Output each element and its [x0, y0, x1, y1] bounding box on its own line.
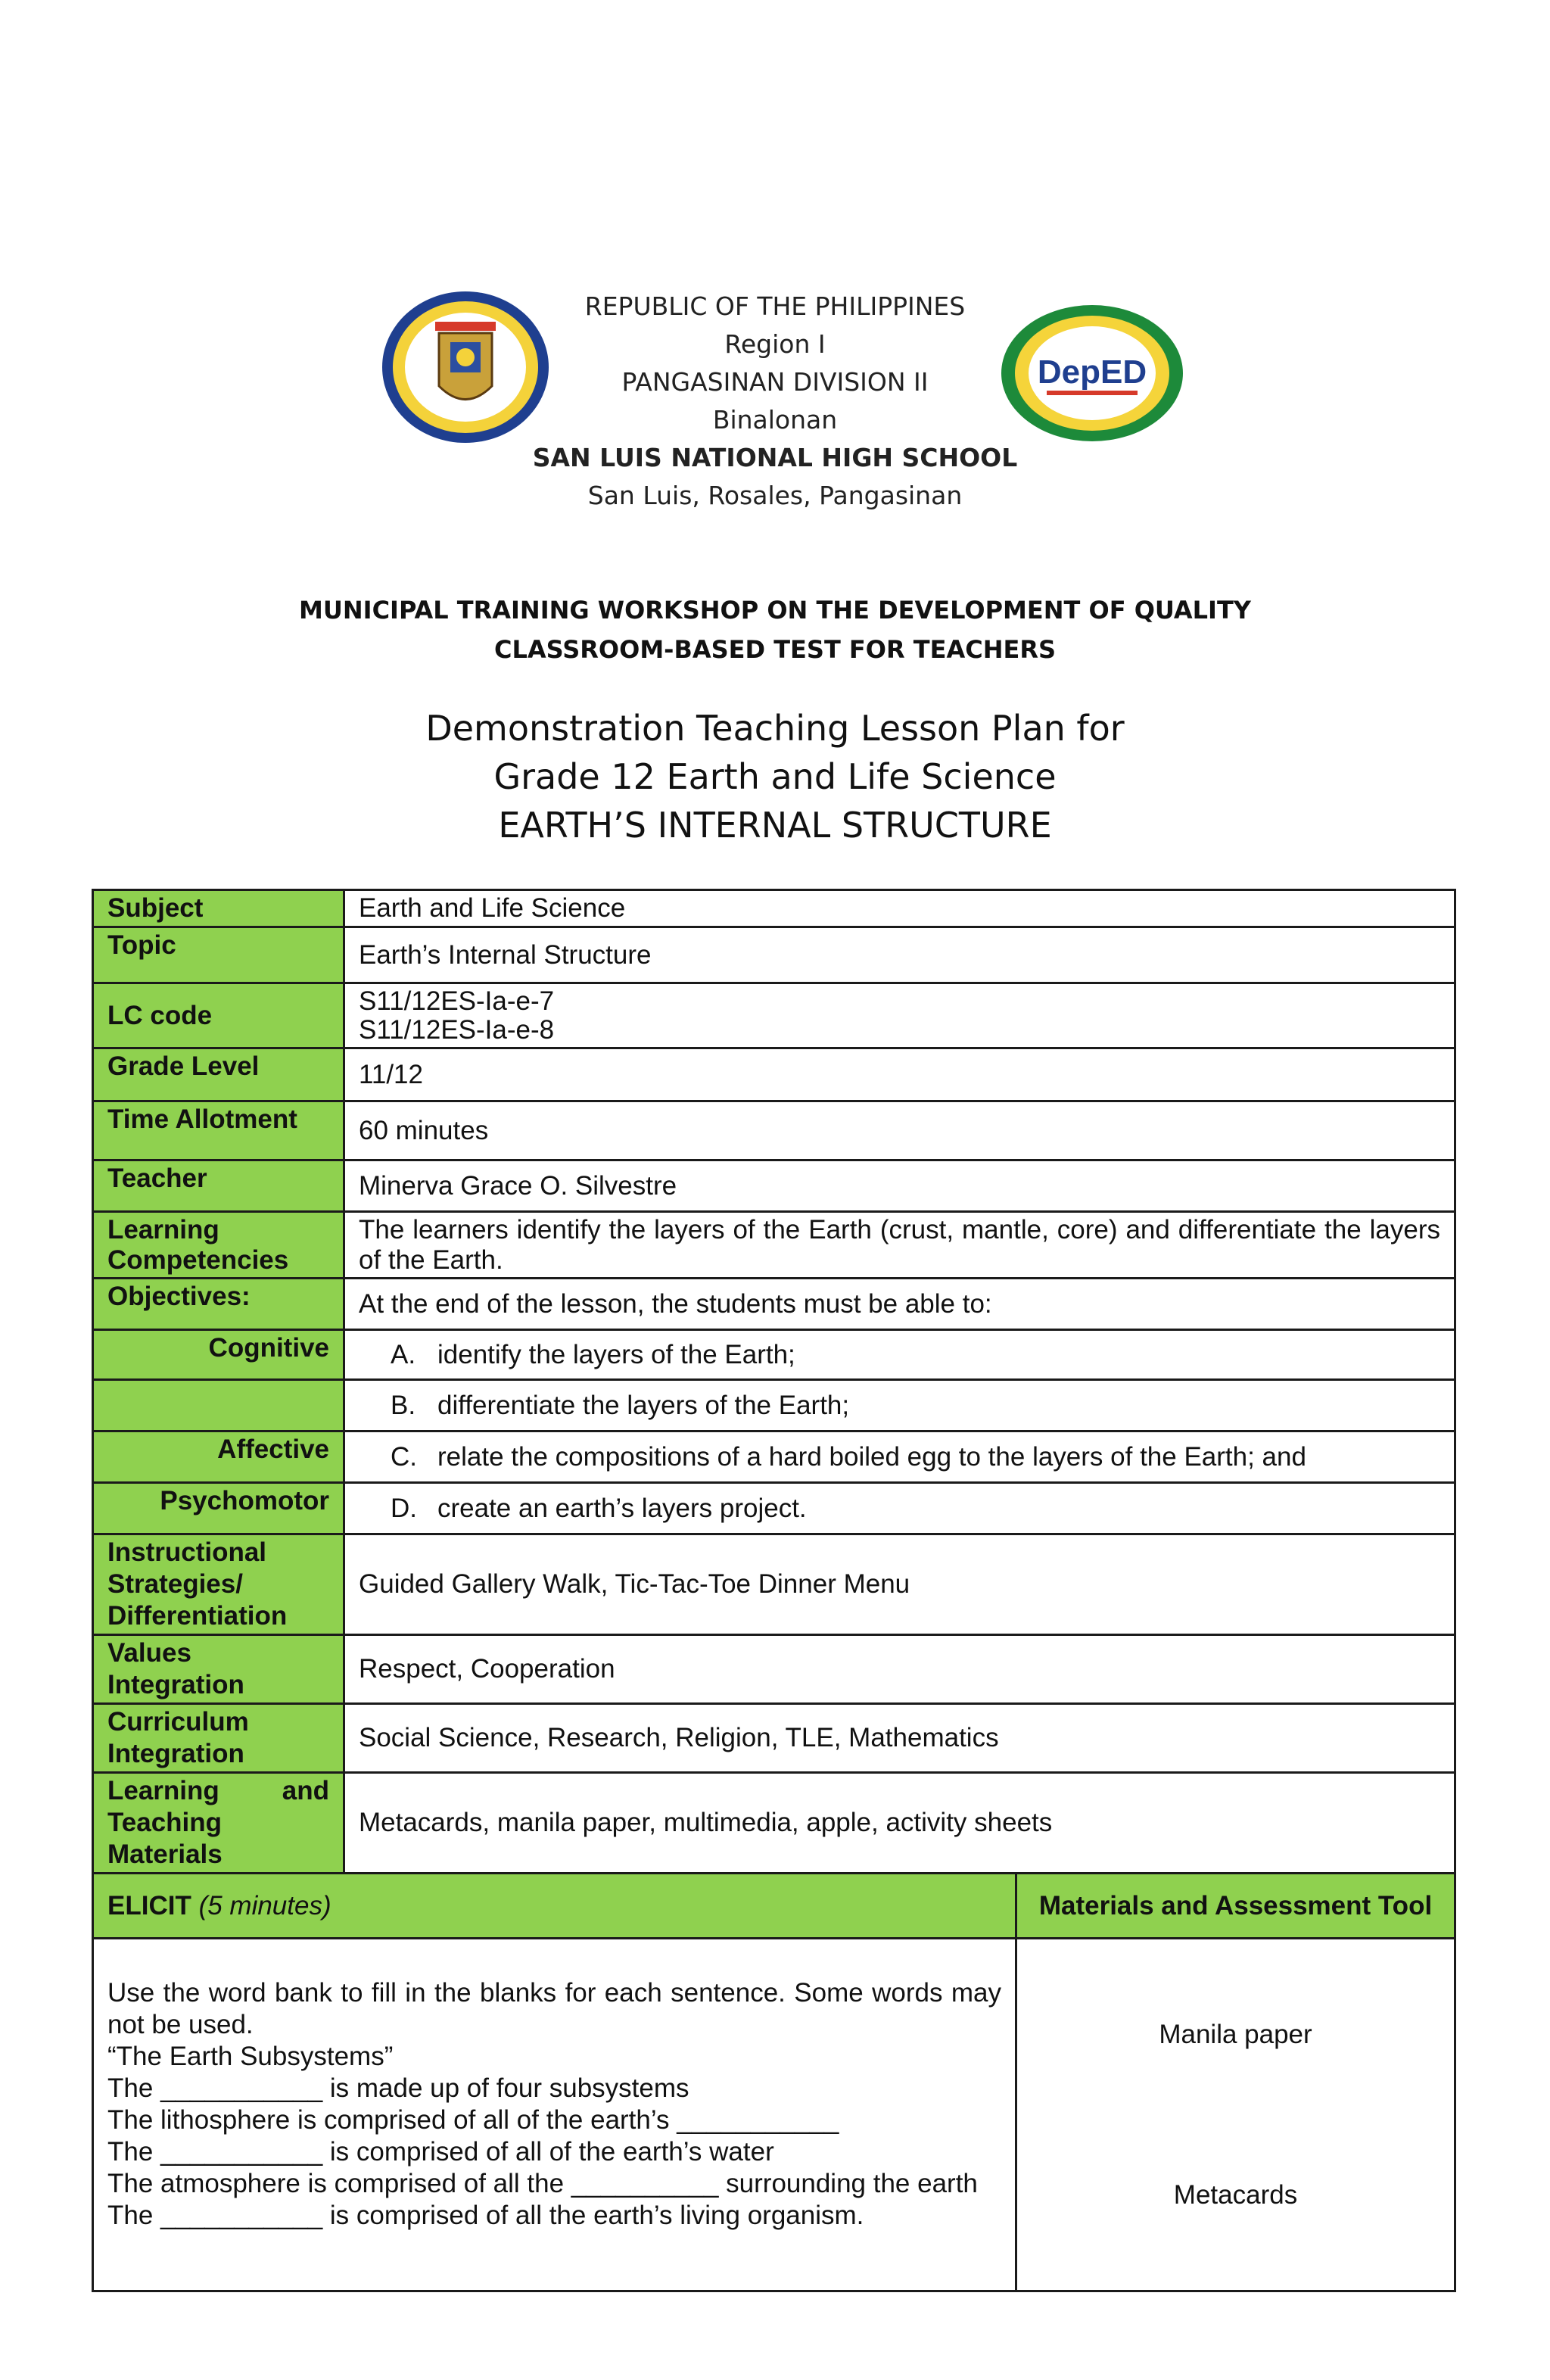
values-integration-row [93, 1635, 1455, 1704]
materials-label-2: Teaching [107, 1808, 223, 1837]
values-label-1: Values [107, 1638, 191, 1668]
learning-materials-row [93, 1773, 1455, 1874]
division-line: PANGASINAN DIVISION II [621, 367, 929, 397]
objective-a-letter: A. [391, 1339, 416, 1369]
values-label-2: Integration [107, 1670, 244, 1699]
elicit-sentence-1: The ___________ is made up of four subsystems [107, 2073, 689, 2103]
material-manila-paper: Manila paper [1159, 2019, 1312, 2049]
cognitive-row-a [93, 1330, 1455, 1380]
time-allotment-label: Time Allotment [93, 1101, 344, 1160]
instructional-strategies-value: Guided Gallery Walk, Tic-Tac-Toe Dinner Menu [344, 1534, 1455, 1635]
elicit-instruction: Use the word bank to fill in the blanks for each sentence. Some words may not be used. [107, 1978, 1001, 2039]
municipality-line: Binalonan [712, 405, 838, 435]
lesson-title-line1: Demonstration Teaching Lesson Plan for [425, 708, 1125, 749]
school-address: San Luis, Rosales, Pangasinan [587, 481, 963, 510]
elicit-sentence-3: The ___________ is comprised of all of the earth’s water [107, 2137, 774, 2167]
values-integration-value: Respect, Cooperation [344, 1635, 1455, 1704]
instructional-strategies-label [93, 1534, 344, 1635]
subject-value: Earth and Life Science [344, 890, 1455, 927]
teacher-row [93, 1160, 1455, 1212]
objective-d-text: create an earth’s layers project. [437, 1493, 807, 1523]
instructional-label-3: Differentiation [107, 1601, 288, 1631]
elicit-content-row [93, 1939, 1455, 2291]
deped-logo-text: DepED [1037, 354, 1147, 391]
workshop-title [0, 590, 1550, 669]
workshop-title-line1: MUNICIPAL TRAINING WORKSHOP ON THE DEVELOPMENT OF QUALITY [299, 596, 1251, 625]
affective-label: Affective [93, 1431, 344, 1483]
lc-code-row [93, 983, 1455, 1048]
materials-label-3: Materials [107, 1840, 223, 1869]
grade-level-label: Grade Level [93, 1048, 344, 1101]
cognitive-label: Cognitive [93, 1330, 344, 1380]
grade-level-value: 11/12 [344, 1048, 1455, 1101]
objective-d-letter: D. [391, 1493, 417, 1523]
objective-d [344, 1483, 1455, 1534]
materials-label-1 [107, 1775, 329, 1807]
lc-code-1: S11/12ES-Ia-e-7 [359, 986, 555, 1016]
curriculum-integration-label [93, 1704, 344, 1773]
republic-line: REPUBLIC OF THE PHILIPPINES [584, 291, 966, 321]
elicit-sentence-2: The lithosphere is comprised of all of the earth’s ___________ [107, 2105, 839, 2135]
learning-competencies-value: The learners identify the layers of the Earth (crust, mantle, core) and differentiate the layers of the Earth. [344, 1212, 1455, 1279]
materials-label-1a: Learning [107, 1776, 219, 1805]
objective-b-text: differentiate the layers of the Earth; [437, 1390, 850, 1420]
topic-label: Topic [93, 927, 344, 983]
objectives-row [93, 1279, 1455, 1330]
lesson-title-line2: Grade 12 Earth and Life Science [493, 756, 1057, 797]
instructional-strategies-row [93, 1534, 1455, 1635]
objective-a [344, 1330, 1455, 1380]
elicit-duration: (5 minutes) [198, 1890, 331, 1921]
school-name: SAN LUIS NATIONAL HIGH SCHOOL [532, 443, 1018, 472]
objective-c-text: relate the compositions of a hard boiled egg to the layers of the Earth; and [437, 1441, 1306, 1472]
learning-competencies-row [93, 1212, 1455, 1279]
time-allotment-row [93, 1101, 1455, 1160]
cognitive-row-b [93, 1380, 1455, 1431]
elicit-header-row [93, 1874, 1455, 1939]
school-header [0, 288, 1550, 515]
objective-c [344, 1431, 1455, 1483]
learning-materials-value: Metacards, manila paper, multimedia, apple, activity sheets [344, 1773, 1455, 1874]
teacher-value: Minerva Grace O. Silvestre [344, 1160, 1455, 1212]
elicit-quote: “The Earth Subsystems” [107, 2042, 394, 2071]
time-allotment-value: 60 minutes [344, 1101, 1455, 1160]
objective-a-text: identify the layers of the Earth; [437, 1339, 795, 1369]
lesson-plan-title [0, 704, 1550, 849]
subject-row [93, 890, 1455, 927]
psychomotor-row [93, 1483, 1455, 1534]
materials-assessment-header: Materials and Assessment Tool [1016, 1874, 1455, 1939]
lc-code-2: S11/12ES-Ia-e-8 [359, 1014, 555, 1045]
grade-level-row [93, 1048, 1455, 1101]
materials-label-1b: and [282, 1776, 329, 1805]
workshop-title-line2: CLASSROOM-BASED TEST FOR TEACHERS [493, 635, 1057, 664]
elicit-header [93, 1874, 1016, 1939]
curriculum-integration-row [93, 1704, 1455, 1773]
cognitive-label-empty [93, 1380, 344, 1431]
teacher-label: Teacher [93, 1160, 344, 1212]
curriculum-label-2: Integration [107, 1739, 244, 1768]
objective-b-letter: B. [391, 1390, 416, 1420]
elicit-sentence-4: The atmosphere is comprised of all the __________ surrounding the earth [107, 2169, 978, 2198]
elicit-activity [93, 1939, 1016, 2291]
topic-row [93, 927, 1455, 983]
topic-value: Earth’s Internal Structure [344, 927, 1455, 983]
lc-code-value [344, 983, 1455, 1048]
instructional-label-2: Strategies/ [107, 1569, 243, 1599]
affective-row [93, 1431, 1455, 1483]
learning-competencies-label-2: Competencies [107, 1245, 289, 1275]
subject-label: Subject [93, 890, 344, 927]
material-metacards: Metacards [1173, 2179, 1298, 2210]
values-integration-label [93, 1635, 344, 1704]
learning-competencies-label [93, 1212, 344, 1279]
objective-c-letter: C. [391, 1441, 417, 1472]
objective-b [344, 1380, 1455, 1431]
lesson-plan-table [92, 889, 1456, 2292]
elicit-title: ELICIT [107, 1890, 191, 1921]
lesson-title-line3: EARTH’S INTERNAL STRUCTURE [498, 805, 1052, 846]
learning-competencies-label-1: Learning [107, 1214, 219, 1245]
objectives-value: At the end of the lesson, the students must be able to: [344, 1279, 1455, 1330]
psychomotor-label: Psychomotor [93, 1483, 344, 1534]
objectives-label: Objectives: [93, 1279, 344, 1330]
curriculum-integration-value: Social Science, Research, Religion, TLE, Mathematics [344, 1704, 1455, 1773]
elicit-materials [1016, 1939, 1455, 2291]
instructional-label-1: Instructional [107, 1537, 267, 1567]
curriculum-label-1: Curriculum [107, 1707, 249, 1737]
elicit-sentence-5: The ___________ is comprised of all the earth’s living organism. [107, 2201, 864, 2230]
learning-materials-label [93, 1773, 344, 1874]
region-line: Region I [724, 329, 826, 359]
san-luis-nhs-deped-logo [998, 301, 1187, 445]
lc-code-label: LC code [93, 983, 344, 1048]
